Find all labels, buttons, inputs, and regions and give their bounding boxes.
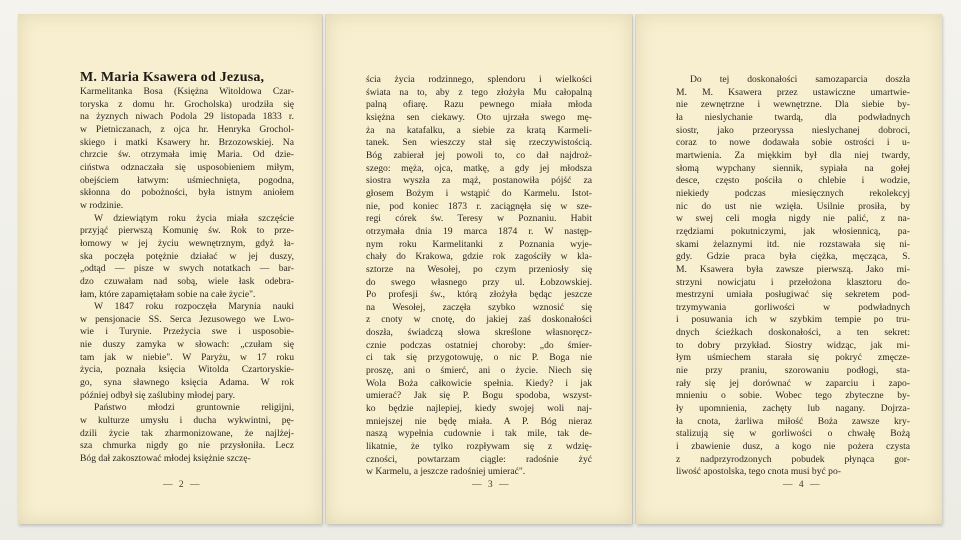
text-line: łam, które zapamiętałam sobie na całe życie". xyxy=(80,288,256,300)
text-line: liwość apostolska, tego cnota musi być po- xyxy=(676,466,841,478)
text-line: z nadprzyrodzonych pobudek płynąca gor- xyxy=(676,453,910,465)
text-line: głosem Bożym i wstąpić do Karmelu. Istot- xyxy=(366,187,592,199)
text-line: łym uśmiechem starała się pokryć zmęcze- xyxy=(676,352,910,364)
text-line: sza chmurka nigdy go nie przysłoniła. Lecz xyxy=(80,440,294,452)
text-line: M. Ksawera była zawsze pierwszą. Jako mi- xyxy=(676,263,910,275)
page-2-text xyxy=(80,86,294,466)
page-title: M. Maria Ksawera od Jezusa, xyxy=(80,70,265,85)
text-line: na Wesołej, zaczęła szybko wznosić się xyxy=(366,301,592,313)
text-line: w Pietniczanach, z ojca hr. Henryka Grochol- xyxy=(80,123,294,135)
text-line: nie zewnętrzne i wewnętrzne. Dla siebie by- xyxy=(676,99,910,111)
text-line: do swego własnego przy ul. Łobzowskiej. xyxy=(366,276,592,288)
text-line: proszę, ani o śmierć, ani o życie. Niech się xyxy=(366,365,592,377)
text-line: W dziewiątym roku życia miała szczęście xyxy=(94,212,294,224)
text-line: ża na katafalku, a siebie za kratą Karmeli- xyxy=(366,124,592,136)
page-3 xyxy=(326,14,632,524)
text-line: cznie podczas ostatniej choroby: „do śmier- xyxy=(366,339,592,351)
text-line: Wola Boża całkowicie spełnia. Kiedy? i jak xyxy=(366,377,592,389)
text-line: w pensjonacie SS. Serca Jezusowego we Lwo- xyxy=(80,313,294,325)
text-line: gdy. Gdzie praca była ciężka, męcząca, S. xyxy=(676,251,910,263)
page-2 xyxy=(18,14,322,524)
text-line: ska poczęła potężnie działać w jej duszy, xyxy=(80,250,294,262)
text-line: nic do ust nie wzięła. Usilnie prosiła, by xyxy=(676,200,910,212)
text-line: ciństwa odznaczała się usposobieniem miłym, xyxy=(80,161,294,173)
text-line: nym roku Karmelitanki z Poznania wyje- xyxy=(366,238,592,250)
text-line: wie i Turynie. Przeżycia swe i usposobie- xyxy=(80,326,294,338)
text-line: rały się jej dorównać w zaparciu i zapo- xyxy=(676,377,910,389)
text-line: toryska z domu hr. Grocholska) urodziła się xyxy=(80,98,294,110)
text-line: czności, powtarzam ciągle: radośnie żyć xyxy=(366,453,592,465)
page-number: — 2 — xyxy=(163,480,202,490)
text-line: dzili życie tak zharmonizowane, że najlżej- xyxy=(80,427,294,439)
text-line: naszą wypełnia cudownie i tak mile, tak de- xyxy=(366,428,592,440)
text-line: ścia życia rodzinnego, splendoru i wielkości xyxy=(366,74,592,85)
page-4 xyxy=(636,14,942,524)
text-line: słomą wypchany siennik, sypiała na gołej xyxy=(676,162,910,174)
text-line: palną ofiarę. Razu pewnego miała młoda xyxy=(366,99,592,111)
text-line: w rodzinie. xyxy=(80,199,124,211)
text-line: w Karmelu, a jeszcze radośniej umierać". xyxy=(366,466,526,478)
text-line: desce, często pościła o chlebie i wodzie, xyxy=(676,175,910,187)
text-line: mniejszej nie będę miała. A P. Bóg nieraz xyxy=(366,415,592,427)
page-3-text xyxy=(366,74,592,479)
text-line: Bóg zabierał jej powoli to, co dał najdroż- xyxy=(366,149,592,161)
text-line: świata na to, aby z tego złożyła Mu całopalną xyxy=(366,86,592,98)
text-line: W 1847 roku rozpoczęła Marynia nauki xyxy=(94,301,294,313)
text-line: ła cnota, żarliwa miłość Boża zawsze kry- xyxy=(676,415,910,427)
text-line: chrzcie św. otrzymała imię Maria. Od dzie- xyxy=(80,149,294,161)
text-line: trzymywania gorliwości w podwładnych xyxy=(676,301,910,313)
text-line: życia, poznała księcia Witolda Czartoryskie- xyxy=(80,364,294,376)
text-line: sztorze na Wesołej, po czym przeniosły się xyxy=(366,263,592,275)
text-line: mnieniu o sobie. Wobec tego zbyteczne by- xyxy=(676,390,910,402)
text-line: strzyni nowicjatu i przełożona klasztoru do- xyxy=(676,276,910,288)
text-line: siostra wyszła za mąż, postanowiła pójść za xyxy=(366,175,592,187)
text-line: przyjąć pierwszą Komunię św. Rok to prze- xyxy=(80,225,294,237)
text-line: dzo czuwałam nad sobą, wiele łask odebra- xyxy=(80,275,294,287)
page-4-text xyxy=(676,74,910,479)
text-line: skłonna do pobożności, była istnym aniołem xyxy=(80,187,294,199)
text-line: ci tak się przygotowuję, o nic P. Boga nie xyxy=(366,352,592,364)
text-line: obejściem łatwym: uśmiechnięta, pogodna, xyxy=(80,174,294,186)
text-line: go, syna sławnego księcia Adama. W rok xyxy=(80,377,294,389)
text-line: skami żelaznymi itd. nie rozstawała się ni- xyxy=(676,238,910,250)
text-line: z cnoty w cnotę, do jakiej zaś doskonałości xyxy=(366,314,592,326)
text-line: umierać? Jak się P. Bogu spodoba, wszyst- xyxy=(366,390,592,402)
text-line: skiego i matki Ksawery hr. Brzozowskiej. Na xyxy=(80,136,294,148)
text-line: likatnie, że tylko rozpływam się z wdzię- xyxy=(366,441,592,453)
text-line: Do tej doskonałości samozaparcia doszła xyxy=(690,74,910,85)
text-line: Po profesji św., którą złożyła będąc jeszcze xyxy=(366,289,592,301)
text-line: dnych ścieżkach doskonałości, a ten sekret: xyxy=(676,327,910,339)
text-line: Państwo młodzi gruntownie religijni, xyxy=(94,402,294,414)
text-line: szego: męża, ojca, matkę, a gdy jej młodsza xyxy=(366,162,592,174)
text-line: ła nieslychanie twardą, dla podwładnych xyxy=(676,111,910,123)
text-line: na żyznych niwach Podola 29 listopada 1833 r. xyxy=(80,111,294,123)
text-line: martwienia. Za miękkim był dla niej twardy, xyxy=(676,149,910,161)
text-line: regi córek św. Teresy w Poznaniu. Habit xyxy=(366,213,592,225)
page-number: — 4 — xyxy=(783,480,822,490)
text-line: M. M. Ksawera przez ustawiczne umartwie- xyxy=(676,86,910,98)
text-line: nie przy praniu, szorowaniu podłogi, sta- xyxy=(676,365,910,377)
text-line: Bóg dał zakosztować młodej księżnie szczę- xyxy=(80,453,251,465)
text-line: łomowy w jej życiu wewnętrznym, gdyż ła- xyxy=(80,237,294,249)
text-line: rzędziami pokutniczymi, jak włosiennicą, pa- xyxy=(676,225,910,237)
text-line: stalizują się w gorliwości o chwałę Bożą xyxy=(676,428,910,440)
text-line: „odtąd — pisze w swych notatkach — bar- xyxy=(80,263,294,275)
text-line: ko będzie najlepiej, kiedy swojej woli naj- xyxy=(366,403,592,415)
text-line: i zbawienie dusz, a kogo nie pożera czysta xyxy=(676,441,910,453)
text-line: coraz to nowe dodawała sobie ostrości i u- xyxy=(676,137,910,149)
page-number: — 3 — xyxy=(472,480,511,490)
text-line: niekiedy podczas miesięcznych rekolekcyj xyxy=(676,187,910,199)
text-line: nie, pod koniec 1873 r. zaciągnęła się w sze- xyxy=(366,200,592,212)
text-line: księżna sen ciekawy. Oto ujrzała swego mę- xyxy=(366,111,592,123)
text-line: i posuwania ich w szybkim tempie po tru- xyxy=(676,314,910,326)
text-line: ły upomnienia, zachęty lub nagany. Dojrza- xyxy=(676,403,910,415)
text-line: Karmelitanka Bosa (Księżna Witoldowa Czar- xyxy=(80,86,294,97)
text-line: nie duszy zamyka w słowach: „czułam się xyxy=(80,339,294,351)
text-line: siostr, jako przeoryssa nieslychanej dobroci, xyxy=(676,124,910,136)
text-line: w kulturze umysłu i ducha wykwintni, pę- xyxy=(80,415,294,427)
text-line: doszła, świadczą słowa skreślone własnoręcz- xyxy=(366,327,592,339)
text-line: otrzymała dnia 19 marca 1874 r. W następ- xyxy=(366,225,592,237)
text-line: chały do Krakowa, gdzie rok zagościły w kla- xyxy=(366,251,592,263)
text-line: tam jak w niebie". W Paryżu, w 17 roku xyxy=(80,351,294,363)
text-line: później odbył się zaślubiny młodej pary. xyxy=(80,389,235,401)
text-line: mestrzyni umiała posługiwać się sekretem pod- xyxy=(676,289,910,301)
text-line: w swej celi mogła nigdy nie palić, z na- xyxy=(676,213,910,225)
text-line: to dobry przykład. Siostry widząc, jak mi- xyxy=(676,339,910,351)
text-line: tanek. Sen wieszczy stał się rzeczywistością. xyxy=(366,137,592,149)
